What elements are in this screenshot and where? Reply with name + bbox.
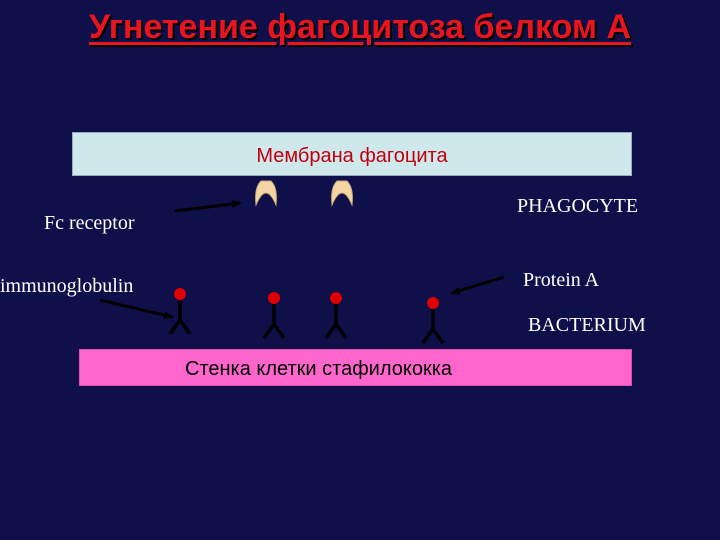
- antibody-icon: [423, 297, 443, 343]
- fc-receptor-icon: [256, 181, 277, 205]
- fc-receptor-label: Fc receptor: [44, 212, 135, 234]
- fc-receptor-arrow: [175, 203, 240, 211]
- bacterium-label: BACTERIUM: [528, 314, 646, 336]
- immunoglobulin-arrow: [100, 300, 172, 317]
- protein-a-label: Protein A: [523, 269, 600, 291]
- fc-receptor-icon: [332, 181, 353, 205]
- staphylococcus-cell-wall: [79, 349, 632, 386]
- protein-a-arrow: [452, 277, 504, 293]
- phagocyte-label: PHAGOCYTE: [517, 195, 639, 217]
- immunoglobulin-label: immunoglobulin: [0, 275, 134, 297]
- slide-title: Угнетение фагоцитоза белком А: [88, 8, 632, 46]
- antibody-icon: [326, 292, 346, 338]
- membrane-label: Мембрана фагоцита: [256, 145, 448, 167]
- cell-wall-label: Стенка клетки стафилококка: [185, 358, 453, 380]
- antibody-icon: [264, 292, 284, 338]
- antibody-icon: [170, 288, 190, 334]
